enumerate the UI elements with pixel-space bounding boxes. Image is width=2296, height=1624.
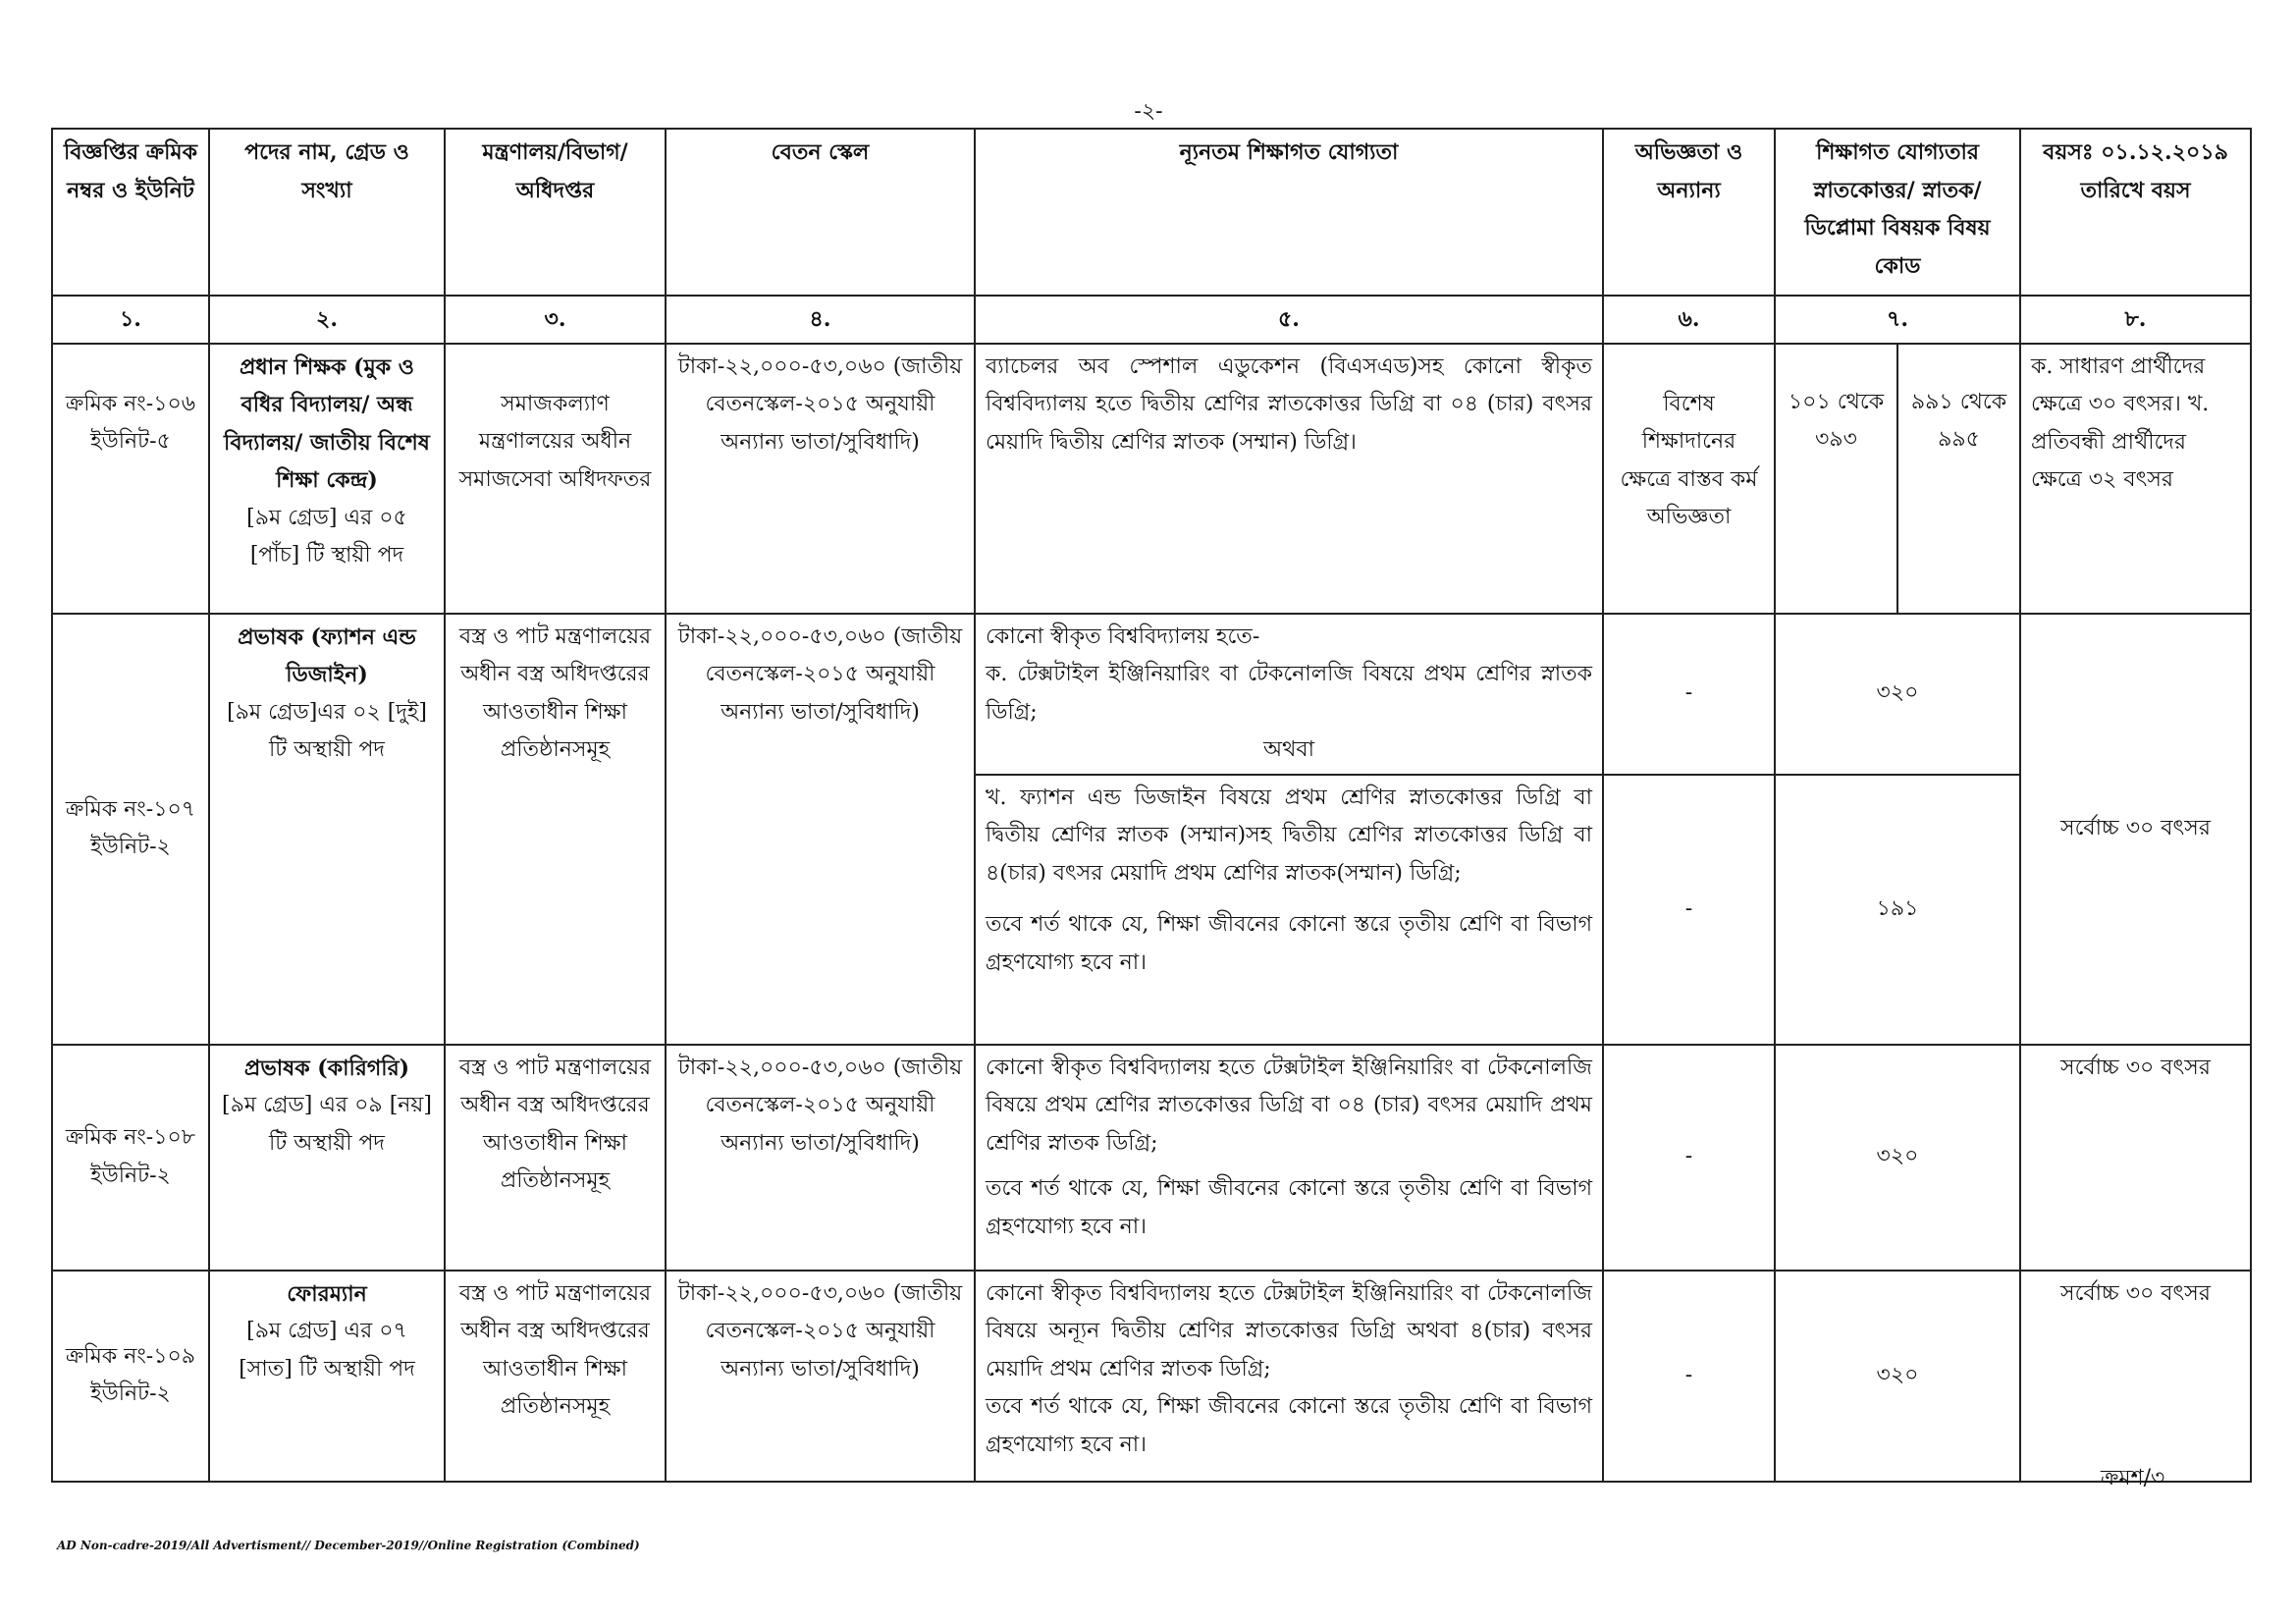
qualification-text: কোনো স্বীকৃত বিশ্ববিদ্যালয় হতে টেক্সটাইল ইঞ্জিনিয়ারিং বা টেকনোলজি বিষয়ে প্রথম শ্রেণির স্নাতকোত্তর ডিগ্রি বা ০৪ (চার) বৎসর মেয়াদি প্রথম শ্রেণির স্নাতক ডিগ্রি; xyxy=(986,1055,1592,1156)
post-grade: [৯ম গ্রেড] এর ০৯ [নয়] টি অস্থায়ী পদ xyxy=(222,1093,432,1156)
header-age: বয়সঃ ০১.১২.২০১৯ তারিখে বয়স xyxy=(2020,129,2251,296)
header-serial: বিজ্ঞপ্তির ক্রমিক নম্বর ও ইউনিট xyxy=(52,129,209,296)
column-number: ২. xyxy=(209,296,445,344)
ministry-cell: বস্ত্র ও পাট মন্ত্রণালয়ের অধীন বস্ত্র অধিদপ্তরের আওতাধীন শিক্ষা প্রতিষ্ঠানসমূহ xyxy=(445,1045,666,1271)
ministry-cell: বস্ত্র ও পাট মন্ত্রণালয়ের অধীন বস্ত্র অধিদপ্তরের আওতাধীন শিক্ষা প্রতিষ্ঠানসমূহ xyxy=(445,1271,666,1482)
qualification-intro: কোনো স্বীকৃত বিশ্ববিদ্যালয় হতে- xyxy=(986,623,1260,649)
column-number: ৪. xyxy=(666,296,975,344)
experience-text: বিশেষ শিক্ষাদানের ক্ষেত্রে বাস্তব কর্ম অভিজ্ঞতা xyxy=(1620,391,1758,529)
qualification-text: কোনো স্বীকৃত বিশ্ববিদ্যালয় হতে টেক্সটাইল ইঞ্জিনিয়ারিং বা টেকনোলজি বিষয়ে অন্যূন দ্বিতীয় শ্রেণির স্নাতকোত্তর ডিগ্রি অথবা ৪(চার) বৎসর মেয়াদি প্রথম শ্রেণির স্নাতক ডিগ্রি; xyxy=(986,1280,1592,1381)
ministry-text: সমাজকল্যাণ মন্ত্রণালয়ের অধীন সমাজসেবা অধিদফতর xyxy=(458,391,652,492)
qualification-cell xyxy=(975,1271,1603,1482)
post-grade: [৯ম গ্রেড] এর ০৭ [সাত] টি অস্থায়ী পদ xyxy=(239,1319,415,1381)
post-title: প্রভাষক (কারিগরি) xyxy=(243,1055,410,1081)
post-title: প্রধান শিক্ষক (মুক ও বধির বিদ্যালয়/ অন্ধ বিদ্যালয়/ জাতীয় বিশেষ শিক্ষা কেন্দ্র) xyxy=(224,353,430,493)
table-row xyxy=(52,344,2251,614)
header-qualification: ন্যূনতম শিক্ষাগত যোগ্যতা xyxy=(975,129,1603,296)
column-number: ৮. xyxy=(2020,296,2251,344)
qualification-condition: তবে শর্ত থাকে যে, শিক্ষা জীবনের কোনো স্তরে তৃতীয় শ্রেণি বা বিভাগ গ্রহণযোগ্য হবে না। xyxy=(986,1176,1592,1239)
qualification-or: অথবা xyxy=(1263,737,1314,762)
header-post: পদের নাম, গ্রেড ও সংখ্যা xyxy=(209,129,445,296)
qualification-condition: তবে শর্ত থাকে যে, শিক্ষা জীবনের কোনো স্তরে তৃতীয় শ্রেণি বা বিভাগ গ্রহণযোগ্য হবে না। xyxy=(986,1394,1592,1457)
experience-cell: - xyxy=(1603,1271,1775,1482)
subject-code-b: ৯৯১ থেকে ৯৯৫ xyxy=(1896,345,2019,613)
pay-scale-cell: টাকা-২২,০০০-৫৩,০৬০ (জাতীয় বেতনস্কেল-২০১৫ অনুযায়ী অন্যান্য ভাতা/সুবিধাদি) xyxy=(666,1045,975,1271)
header-subject-code: শিক্ষাগত যোগ্যতার স্নাতকোত্তর/ স্নাতক/ডিপ্লোমা বিষয়ক বিষয় কোড xyxy=(1775,129,2020,296)
page-number: -২- xyxy=(1134,99,1163,124)
serial-cell: ক্রমিক নং-১০৯ ইউনিট-২ xyxy=(52,1271,209,1482)
header-pay-scale: বেতন স্কেল xyxy=(666,129,975,296)
qualification-cell: ব্যাচেলর অব স্পেশাল এডুকেশন (বিএসএড)সহ কোনো স্বীকৃত বিশ্ববিদ্যালয় হতে দ্বিতীয় শ্রেণির স্নাতকোত্তর ডিগ্রি বা ০৪ (চার) বৎসর মেয়াদি দ্বিতীয় শ্রেণির স্নাতক (সম্মান) ডিগ্রি। xyxy=(975,344,1603,614)
qualification-option-a: ক. টেক্সটাইল ইঞ্জিনিয়ারিং বা টেকনোলজি বিষয়ে প্রথম শ্রেণির স্নাতক ডিগ্রি; xyxy=(986,662,1592,725)
post-cell xyxy=(209,344,445,614)
column-number: ৬. xyxy=(1603,296,1775,344)
column-number: ৩. xyxy=(445,296,666,344)
pay-scale-cell: টাকা-২২,০০০-৫৩,০৬০ (জাতীয় বেতনস্কেল-২০১৫ অনুযায়ী অন্যান্য ভাতা/সুবিধাদি) xyxy=(666,614,975,1045)
table-row xyxy=(52,614,2251,775)
post-cell xyxy=(209,1271,445,1482)
continued-label: ক্রমশ/৩ xyxy=(2101,1466,2165,1490)
qualification-cell xyxy=(975,775,1603,1045)
experience-cell: - xyxy=(1603,614,1775,775)
table-row xyxy=(52,1045,2251,1271)
post-cell xyxy=(209,614,445,1045)
experience-cell: - xyxy=(1603,1045,1775,1271)
experience-cell: - xyxy=(1603,775,1775,1045)
footer-text: AD Non-cadre-2019/All Advertisment// December-2019//Online Registration (Combined) xyxy=(57,1539,640,1552)
table-row xyxy=(52,1271,2251,1482)
serial-text: ক্রমিক নং-১০৬ ইউনিট-৫ xyxy=(65,391,196,454)
post-title: প্রভাষক (ফ্যাশন এন্ড ডিজাইন) xyxy=(238,623,416,687)
column-number: ১. xyxy=(52,296,209,344)
subject-code-cell: ৩২০ xyxy=(1775,614,2020,775)
subject-code-cell: ১৯১ xyxy=(1775,775,2020,1045)
header-experience: অভিজ্ঞতা ও অন্যান্য xyxy=(1603,129,1775,296)
age-cell: ক. সাধারণ প্রার্থীদের ক্ষেত্রে ৩০ বৎসর। খ. প্রতিবন্ধী প্রার্থীদের ক্ষেত্রে ৩২ বৎসর xyxy=(2020,344,2251,614)
subject-code-cell: ৩২০ xyxy=(1775,1271,2020,1482)
column-number-row xyxy=(52,296,2251,344)
qualification-cell xyxy=(975,1045,1603,1271)
experience-cell xyxy=(1603,344,1775,614)
qualification-condition: তবে শর্ত থাকে যে, শিক্ষা জীবনের কোনো স্তরে তৃতীয় শ্রেণি বা বিভাগ গ্রহণযোগ্য হবে না। xyxy=(986,912,1592,975)
serial-cell xyxy=(52,344,209,614)
column-number: ৫. xyxy=(975,296,1603,344)
header-row xyxy=(52,129,2251,296)
recruitment-table xyxy=(51,128,2252,1483)
qualification-cell xyxy=(975,614,1603,775)
age-cell: সর্বোচ্চ ৩০ বৎসর xyxy=(2020,1271,2251,1482)
serial-cell: ক্রমিক নং-১০৭ ইউনিট-২ xyxy=(52,614,209,1045)
ministry-cell: বস্ত্র ও পাট মন্ত্রণালয়ের অধীন বস্ত্র অধিদপ্তরের আওতাধীন শিক্ষা প্রতিষ্ঠানসমূহ xyxy=(445,614,666,1045)
header-ministry: মন্ত্রণালয়/বিভাগ/ অধিদপ্তর xyxy=(445,129,666,296)
pay-scale-cell: টাকা-২২,০০০-৫৩,০৬০ (জাতীয় বেতনস্কেল-২০১৫ অনুযায়ী অন্যান্য ভাতা/সুবিধাদি) xyxy=(666,1271,975,1482)
post-grade: [৯ম গ্রেড]এর ০২ [দুই] টি অস্থায়ী পদ xyxy=(227,699,427,762)
subject-code-a: ১০১ থেকে ৩৯৩ xyxy=(1788,389,1885,452)
subject-code-cell: ৩২০ xyxy=(1775,1045,2020,1271)
post-title: ফোরম্যান xyxy=(287,1280,367,1307)
age-cell: সর্বোচ্চ ৩০ বৎসর xyxy=(2020,614,2251,1045)
subject-code-cell xyxy=(1775,344,2020,614)
post-grade: [৯ম গ্রেড] এর ০৫ [পাঁচ] টি স্থায়ী পদ xyxy=(246,505,407,568)
age-cell: সর্বোচ্চ ৩০ বৎসর xyxy=(2020,1045,2251,1271)
ministry-cell xyxy=(445,344,666,614)
post-cell xyxy=(209,1045,445,1271)
column-number: ৭. xyxy=(1775,296,2020,344)
serial-cell: ক্রমিক নং-১০৮ ইউনিট-২ xyxy=(52,1045,209,1271)
pay-scale-cell: টাকা-২২,০০০-৫৩,০৬০ (জাতীয় বেতনস্কেল-২০১৫ অনুযায়ী অন্যান্য ভাতা/সুবিধাদি) xyxy=(666,344,975,614)
qualification-option-b: খ. ফ্যাশন এন্ড ডিজাইন বিষয়ে প্রথম শ্রেণির স্নাতকোত্তর ডিগ্রি বা দ্বিতীয় শ্রেণির স্নাতক (সম্মান)সহ দ্বিতীয় শ্রেণির স্নাতকোত্তর ডিগ্রি বা ৪(চার) বৎসর মেয়াদি প্রথম শ্রেণির স্নাতক(সম্মান) ডিগ্রি; xyxy=(986,785,1592,886)
